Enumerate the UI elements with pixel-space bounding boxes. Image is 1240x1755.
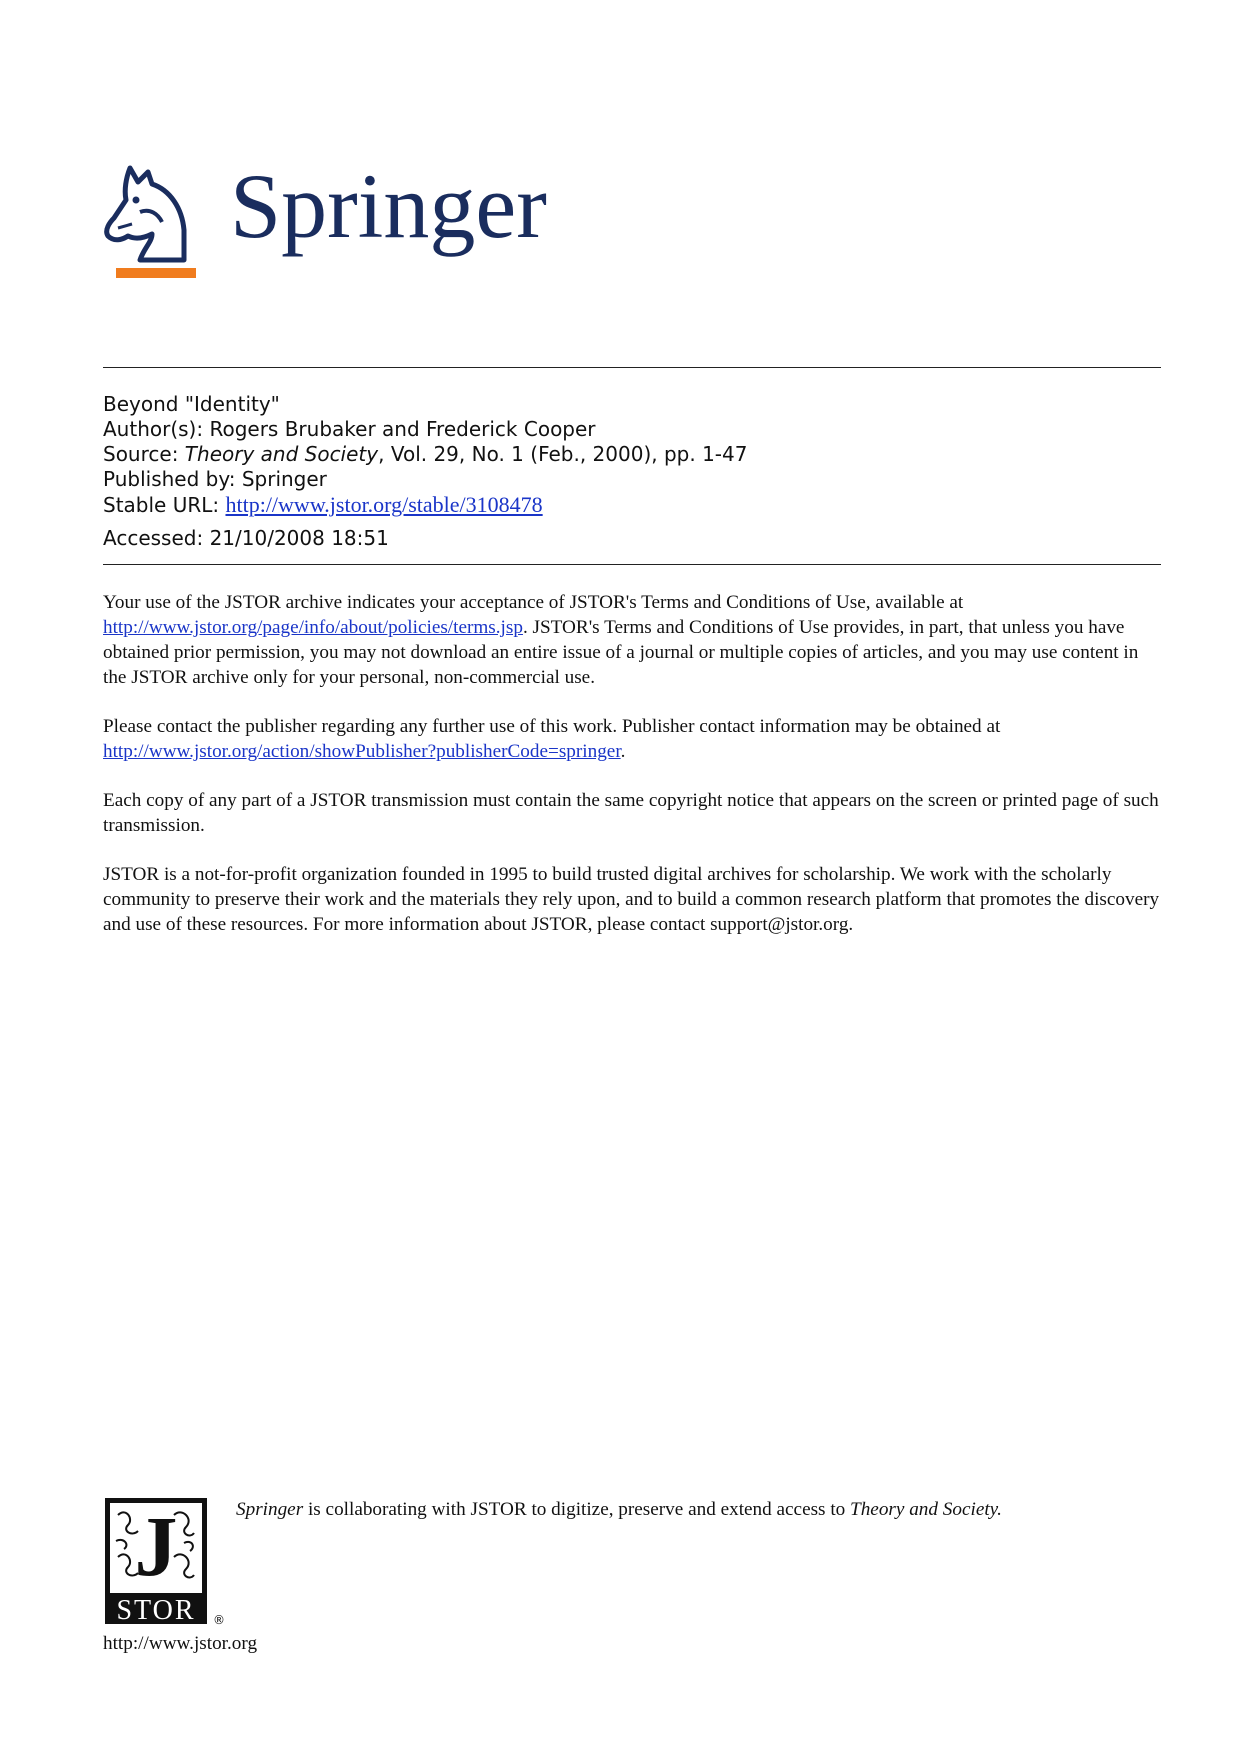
top-divider [103, 367, 1161, 368]
publisher-contact-paragraph [103, 714, 1163, 764]
jstor-logo-wordmark: STOR [116, 1595, 196, 1625]
terms-notice [103, 590, 1163, 961]
citation-block [103, 392, 1161, 551]
springer-wordmark: Springer [230, 155, 547, 257]
terms-link[interactable]: http://www.jstor.org/page/info/about/policies/terms.jsp [103, 617, 523, 638]
springer-horse-icon [100, 160, 210, 285]
publisher-label: Published by: [103, 467, 236, 491]
publisher-contact-link[interactable]: http://www.jstor.org/action/showPublisher?publisherCode=springer [103, 741, 621, 762]
springer-underline-bar [116, 268, 196, 278]
publisher-value: Springer [241, 467, 327, 491]
authors-label: Author(s): [103, 417, 204, 441]
jstor-about-paragraph: JSTOR is a not-for-profit organization founded in 1995 to build trusted digital archives for scholarship. We work with the scholarly community to preserve their work and the materials they rely upon, and to build a common research platform that promotes the discovery and use of these resources. For more information about JSTOR, please contact support@jstor.org. [103, 864, 1160, 935]
jstor-logo-letter: J [134, 1498, 178, 1594]
source-row [103, 442, 1161, 467]
collab-text: is collaborating with JSTOR to digitize, preserve and extend access to [303, 1499, 851, 1520]
terms-paragraph [103, 590, 1163, 690]
accessed-row [103, 526, 1161, 551]
publisher-row [103, 467, 1161, 492]
stable-url-row [103, 492, 1161, 518]
jstor-logo-icon [104, 1497, 208, 1625]
collaboration-note [236, 1497, 1002, 1522]
collab-publisher: Springer [236, 1499, 304, 1520]
source-label: Source: [103, 442, 179, 466]
collab-journal: Theory and Society. [850, 1499, 1002, 1520]
bottom-divider [103, 564, 1161, 565]
copyright-paragraph: Each copy of any part of a JSTOR transmission must contain the same copyright notice that appears on the screen or printed page of such transmission. [103, 790, 1159, 836]
article-title: Beyond "Identity" [103, 392, 280, 416]
registered-mark: ® [213, 1613, 225, 1627]
authors-value: Rogers Brubaker and Frederick Cooper [209, 417, 596, 441]
authors-row [103, 417, 1161, 442]
publisher-contact-period: . [620, 741, 626, 762]
source-details: , Vol. 29, No. 1 (Feb., 2000), pp. 1-47 [378, 442, 748, 466]
stable-url-link[interactable]: http://www.jstor.org/stable/3108478 [225, 492, 543, 517]
springer-logo [100, 155, 570, 300]
publisher-contact-text: Please contact the publisher regarding any further use of this work. Publisher contact information may be obtained at [103, 716, 1001, 737]
jstor-homepage-link[interactable]: http://www.jstor.org [103, 1633, 258, 1654]
terms-text-intro: Your use of the JSTOR archive indicates your acceptance of JSTOR's Terms and Conditions of Use, available at [103, 592, 964, 613]
accessed-value: 21/10/2008 18:51 [209, 526, 389, 550]
terms-text-rest: . JSTOR's Terms and Conditions of Use provides, in part, that unless you have obtained prior permission, you may not download an entire issue of a journal or multiple copies of articles, and you may use content in the JSTOR archive only for your personal, non-commercial use. [103, 617, 1139, 688]
stable-url-label: Stable URL: [103, 493, 220, 517]
source-journal: Theory and Society [184, 442, 379, 466]
accessed-label: Accessed: [103, 526, 204, 550]
